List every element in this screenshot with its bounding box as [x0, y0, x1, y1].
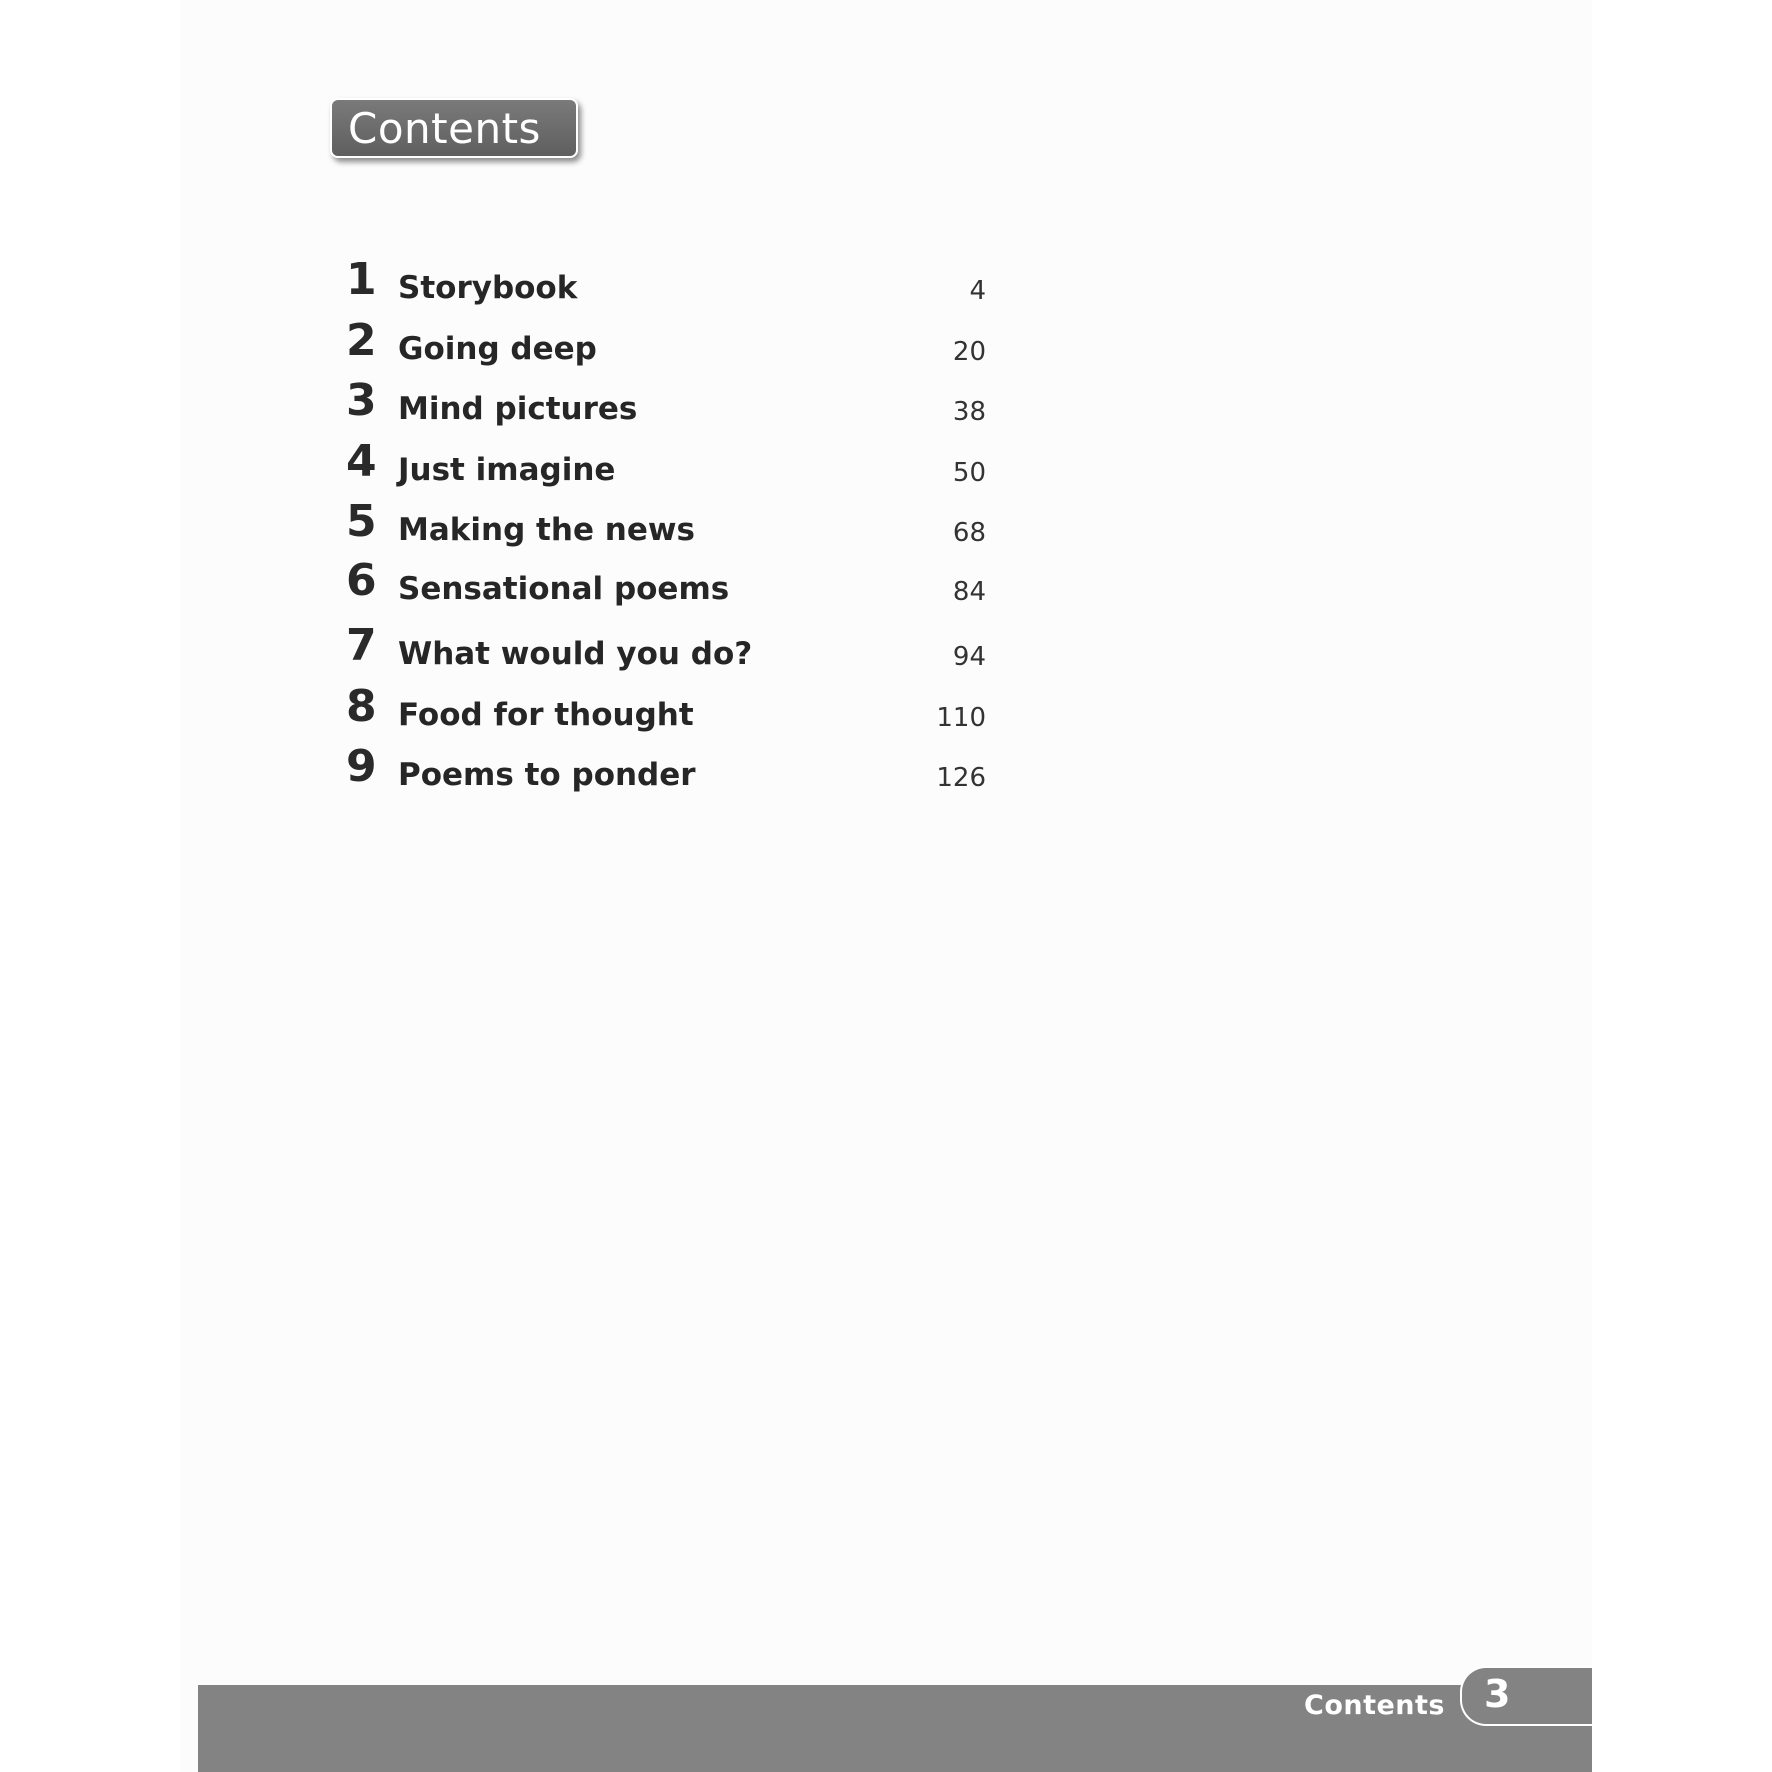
toc-entry[interactable]: [346, 492, 986, 552]
toc-entry[interactable]: [346, 432, 986, 492]
chapter-number: 7: [346, 620, 377, 671]
chapter-title: Going deep: [398, 331, 597, 367]
toc-entry[interactable]: [346, 250, 986, 310]
chapter-title: Just imagine: [398, 452, 616, 488]
chapter-number: 1: [346, 254, 377, 305]
chapter-title: Storybook: [398, 270, 578, 306]
toc-entry[interactable]: [346, 616, 986, 676]
chapter-title: What would you do?: [398, 636, 753, 672]
chapter-page: 50: [952, 458, 986, 488]
toc-entry[interactable]: [346, 737, 986, 797]
chapter-page: 68: [952, 518, 986, 548]
chapter-title: Mind pictures: [398, 391, 638, 427]
chapter-number: 3: [346, 375, 377, 426]
chapter-number: 4: [346, 436, 377, 487]
chapter-page: 20: [952, 337, 986, 367]
chapter-page: 38: [952, 397, 986, 427]
chapter-title: Food for thought: [398, 697, 694, 733]
chapter-page: 94: [952, 642, 986, 672]
page-number-tab: [1460, 1666, 1592, 1726]
chapter-page: 126: [936, 763, 986, 793]
page-title: Contents: [348, 104, 541, 153]
footer-section-label: Contents: [1304, 1690, 1446, 1721]
chapter-number: 5: [346, 496, 377, 547]
toc-entry[interactable]: [346, 551, 986, 611]
toc-entry[interactable]: [346, 677, 986, 737]
chapter-number: 2: [346, 315, 377, 366]
chapter-title: Sensational poems: [398, 571, 730, 607]
page-number: 3: [1484, 1672, 1511, 1716]
toc-entry[interactable]: [346, 371, 986, 431]
chapter-number: 9: [346, 741, 377, 792]
chapter-title: Poems to ponder: [398, 757, 696, 793]
toc-entry[interactable]: [346, 311, 986, 371]
chapter-page: 110: [936, 703, 986, 733]
contents-heading-badge: [330, 98, 578, 158]
chapter-title: Making the news: [398, 512, 695, 548]
chapter-number: 6: [346, 555, 377, 606]
chapter-page: 84: [952, 577, 986, 607]
chapter-number: 8: [346, 681, 377, 732]
chapter-page: 4: [969, 276, 986, 306]
